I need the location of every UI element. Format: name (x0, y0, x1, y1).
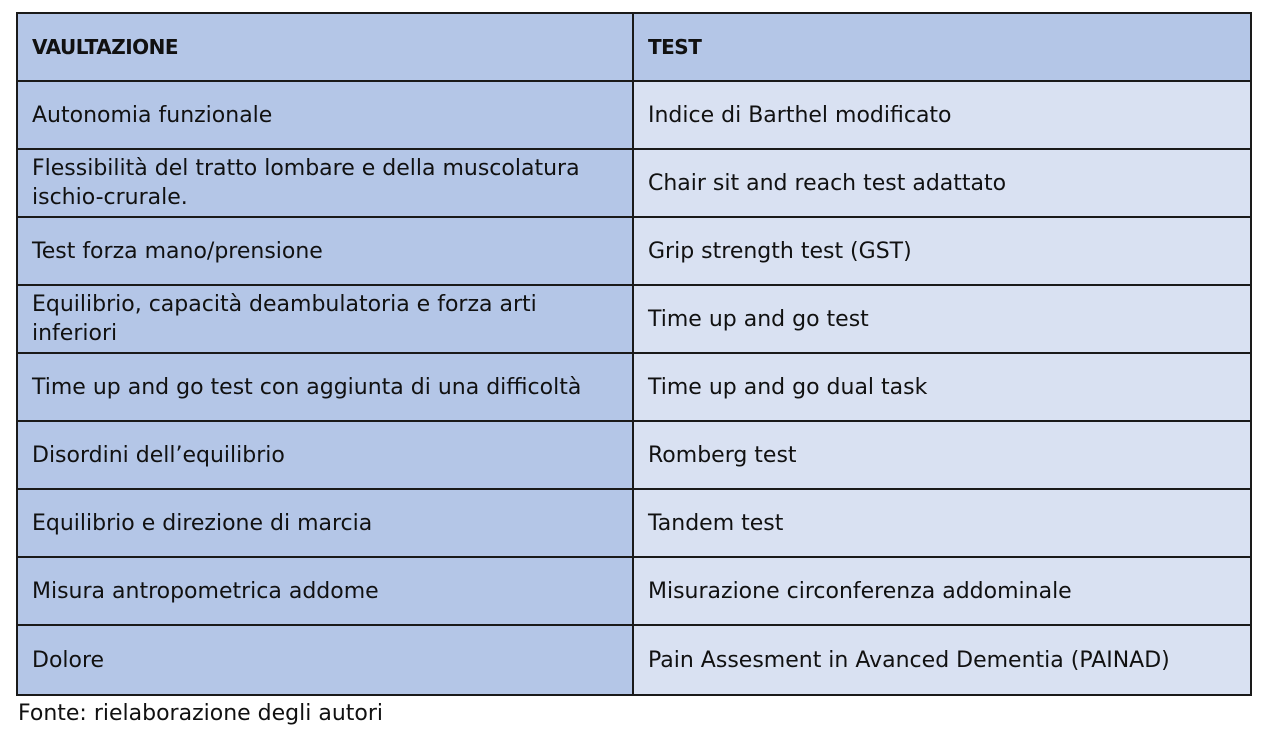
test-cell: Chair sit and reach test adattato (634, 150, 1250, 216)
evaluation-cell: Disordini dell’equilibrio (18, 422, 634, 488)
table-row (18, 82, 1250, 150)
table-row (18, 286, 1250, 354)
evaluation-cell: Equilibrio e direzione di marcia (18, 490, 634, 556)
table-row (18, 626, 1250, 694)
table-row (18, 422, 1250, 490)
test-cell: Misurazione circonferenza addominale (634, 558, 1250, 624)
source-caption: Fonte: rielaborazione degli autori (18, 701, 384, 726)
test-cell: Indice di Barthel modificato (634, 82, 1250, 148)
test-cell: Romberg test (634, 422, 1250, 488)
evaluation-cell: Time up and go test con aggiunta di una difficoltà (18, 354, 634, 420)
header-cell-test: TEST (634, 14, 1250, 80)
evaluation-cell: Misura antropometrica addome (18, 558, 634, 624)
evaluation-cell: Test forza mano/prensione (18, 218, 634, 284)
evaluation-cell: Autonomia funzionale (18, 82, 634, 148)
header-cell-valutazione: VAULTAZIONE (18, 14, 634, 80)
table-header-row (18, 14, 1250, 82)
table-row (18, 150, 1250, 218)
evaluation-cell: Flessibilità del tratto lombare e della muscolatura ischio-crurale. (18, 150, 634, 216)
test-cell: Time up and go test (634, 286, 1250, 352)
assessment-table (16, 12, 1252, 696)
table-row (18, 218, 1250, 286)
test-cell: Time up and go dual task (634, 354, 1250, 420)
table-row (18, 354, 1250, 422)
table-row (18, 490, 1250, 558)
test-cell: Tandem test (634, 490, 1250, 556)
evaluation-cell: Dolore (18, 626, 634, 694)
evaluation-cell: Equilibrio, capacità deambulatoria e forza arti inferiori (18, 286, 634, 352)
test-cell: Pain Assesment in Avanced Dementia (PAINAD) (634, 626, 1250, 694)
test-cell: Grip strength test (GST) (634, 218, 1250, 284)
table-row (18, 558, 1250, 626)
